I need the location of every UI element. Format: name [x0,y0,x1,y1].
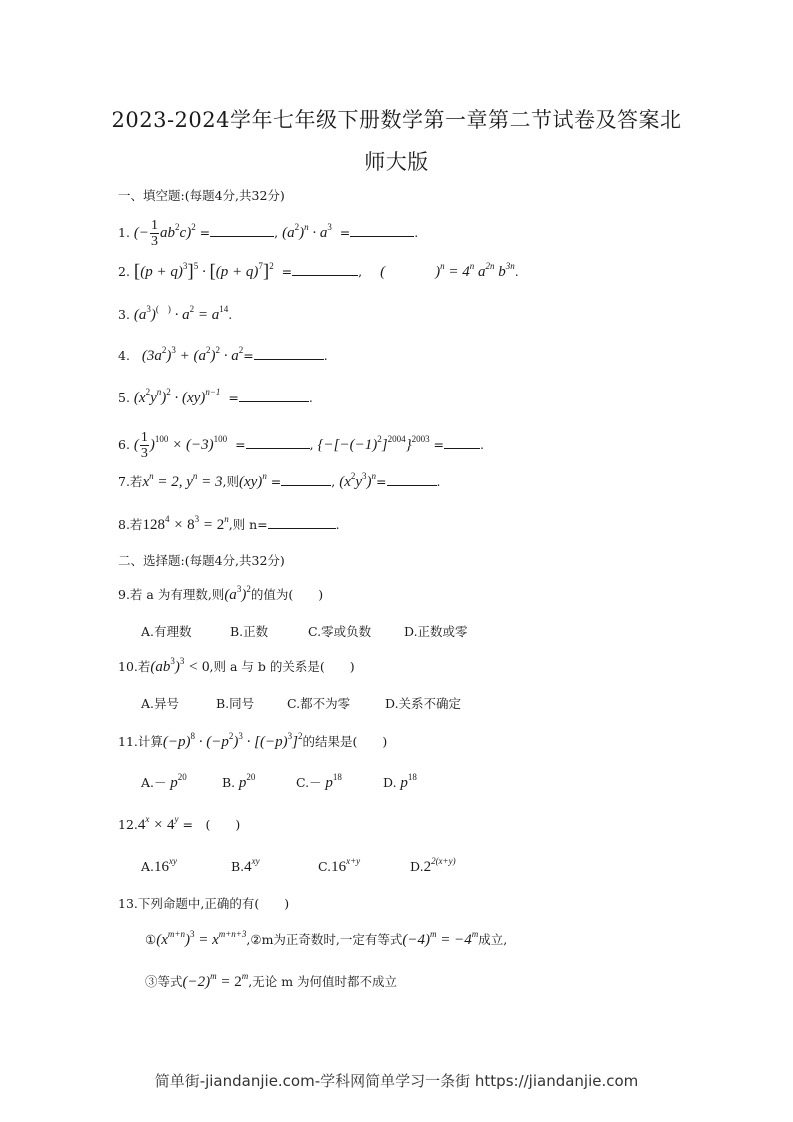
option-c[interactable]: $C.16^{x+y}$ [318,856,361,875]
question-text: ,则 n= [228,517,268,532]
question-number: 5. [118,390,130,405]
formula: $[(p + q)^3]^5 \cdot [(p + q)^7]^2$ [133,261,274,282]
question-number: 3. [118,307,130,322]
formula: (− $\frac{1}{3}$ $ab^2c)^2$ [133,218,196,249]
option-label: B. [222,775,236,790]
question-13: 13.下列命题中,正确的有( ) [118,896,290,911]
question-10-options [141,694,461,714]
question-text: ,则 a 与 b 的关系是( ) [209,659,355,674]
question-text: 8.若 [118,517,143,532]
question-6: 6. ( $\frac{1}{3}$ )$^{100} \times (-3)^{100}$ = , $\{-[-(-1)^2]^{2004}\}^{2003}$ = . [118,430,485,461]
option-d[interactable]: D.正数或零 [404,624,468,639]
question-4: 4. $(3a^2)^3 + (a^2)^2 \cdot a^2=$ . [118,345,328,364]
option-a[interactable]: $A.16^{xy}$ [141,856,178,875]
question-text: 7.若 [118,474,143,489]
question-10 [118,657,355,677]
option-a[interactable]: A.有理数 [141,624,192,639]
answer-blank[interactable] [387,473,437,486]
option-c[interactable]: C.零或负数 [308,624,372,639]
option-d[interactable]: D. $p^{18}$ [383,772,417,791]
option-b[interactable]: B.同号 [216,696,255,711]
option-c[interactable]: C.都不为零 [287,696,351,711]
option-b[interactable]: B. $p^{20}$ [222,772,256,791]
question-13-statement-1 [145,930,507,950]
option-a[interactable]: A.异号 [141,696,180,711]
question-11 [118,732,387,752]
formula: ( $\frac{1}{3}$ )$^{100} \times (-3)^{100}$ [133,430,228,461]
answer-blank[interactable] [281,473,331,486]
section-choice: 二、选择题:(每题4分,共32分) [118,553,285,568]
formula: $(-2)^m = 2^m$ [182,971,249,990]
formula: $(3a^2)^3 + (a^2)^2 \cdot a^2$ [141,345,244,364]
question-1: 1. (− $\frac{1}{3}$ $ab^2c)^2$ = , $(a^2)^n \cdot a^3$ = . [118,218,419,249]
formula: $(x^{m+n})^3 = x^{m+n+3}$ [156,929,247,948]
formula: (xy)$^n$ [239,471,267,490]
formula: $128^4 \times 8^3 = 2^n$ [142,514,229,533]
formula: $(a^2)^n \cdot a^3$ [282,221,332,241]
fraction: $\frac{1}{3}$ [151,218,159,249]
answer-blank[interactable] [239,389,309,402]
footer-watermark: 简单街-jiandanjie.com-学科网简单学习一条街 https://jiandanjie.com [154,1072,639,1090]
answer-blank[interactable] [210,224,274,237]
question-text: 11.计算 [118,734,163,749]
formula: ( )$^n = 4^n$ $a^{2n}$ $b^{3n}$ [380,261,515,280]
question-7: 7.若$x^n = 2$, $y^n = 3$,则(xy)$^n$ = , $(x^2y^3)^n=$ . [118,471,441,490]
option-label: C. [318,859,332,874]
question-text: 9.若 a 为有理数,则 [118,587,225,602]
question-2: 2. $[(p + q)^3]^5 \cdot [(p + q)^7]^2$ = , ( )$^n = 4^n$ $a^{2n}$ $b^{3n}$. [118,261,519,282]
formula: $(x^2y^n)^2 \cdot (xy)^{n-1}$ [133,387,221,406]
formula: $(-p)^8 \cdot (-p^2)^3 \cdot [(-p)^3]^2$ [162,731,303,750]
option-b[interactable]: B.正数 [230,624,269,639]
formula: $(x^2y^3)^n$ [339,471,377,490]
question-text: ,则 [222,474,239,489]
section-fill-in: 一、填空题:(每题4分,共32分) [118,188,285,203]
question-text: ,无论 m 为何值时都不成立 [248,974,398,989]
question-9-options [141,622,468,642]
page-title: 2023-2024学年七年级下册数学第一章第二节试卷及答案北 [111,108,682,132]
formula: $(ab^3)^3 < 0$ [150,656,210,675]
option-d[interactable]: $D.2^{2(x+y)}$ [410,856,456,875]
question-text: 10.若 [118,659,151,674]
option-label: D. [383,775,397,790]
question-13-statement-3 [145,972,397,992]
question-12 [118,815,240,835]
answer-blank[interactable] [292,263,358,276]
question-9 [118,585,323,605]
answer-blank[interactable] [350,224,414,237]
question-8: 8.若$128^4 \times 8^3 = 2^n$,则 n= . [118,514,340,533]
option-label: B. [231,859,245,874]
option-a[interactable]: $A.- p^{20}$ [141,772,187,791]
option-label: C.－ [296,775,322,790]
question-number: 6. [118,436,130,452]
page-title-cont: 师大版 [364,150,429,174]
formula: $4^x \times 4^y$ [137,814,179,833]
option-c[interactable]: $C.- p^{18}$ [296,772,342,791]
option-label: D. [410,859,424,874]
question-number: 4. [118,348,130,363]
question-number: 12. [118,817,138,832]
question-number: 1. [118,224,130,240]
formula: $(-4)^m = -4^m$ [402,929,479,948]
fraction: $\frac{1}{3}$ [140,430,148,461]
question-12-options [141,857,456,877]
option-label: A.－ [141,775,167,790]
question-text: 成立, [478,932,508,947]
answer-blank[interactable] [254,347,324,360]
question-3: 3. $(a^3)^{( )} \cdot a^2 = a^{14}$. [118,304,233,323]
question-text: ,②m为正奇数时,一定有等式 [246,932,403,947]
question-5: 5. $(x^2y^n)^2 \cdot (xy)^{n-1}$ = . [118,387,313,406]
question-11-options [141,773,417,793]
statement-marker: ① [145,932,157,947]
formula: $x^n = 2$, $y^n = 3$ [142,471,223,490]
formula: $\{-[-(-1)^2]^{2004}\}^{2003}$ [317,433,430,453]
answer-blank[interactable] [444,436,480,449]
question-text: ③等式 [145,974,183,989]
option-d[interactable]: D.关系不确定 [385,696,462,711]
question-text: 的结果是( ) [302,734,388,749]
question-text: 的值为( ) [250,587,324,602]
option-b[interactable]: $B.4^{xy}$ [231,856,260,875]
option-label: A. [141,859,155,874]
formula: $(a^3)^2$ [224,584,251,603]
question-text: = ( ) [182,817,241,832]
answer-blank[interactable] [246,436,310,449]
question-number: 2. [118,264,130,279]
answer-blank[interactable] [268,516,336,529]
formula: $(a^3)^{( )} \cdot a^2 = a^{14}$ [133,304,229,323]
